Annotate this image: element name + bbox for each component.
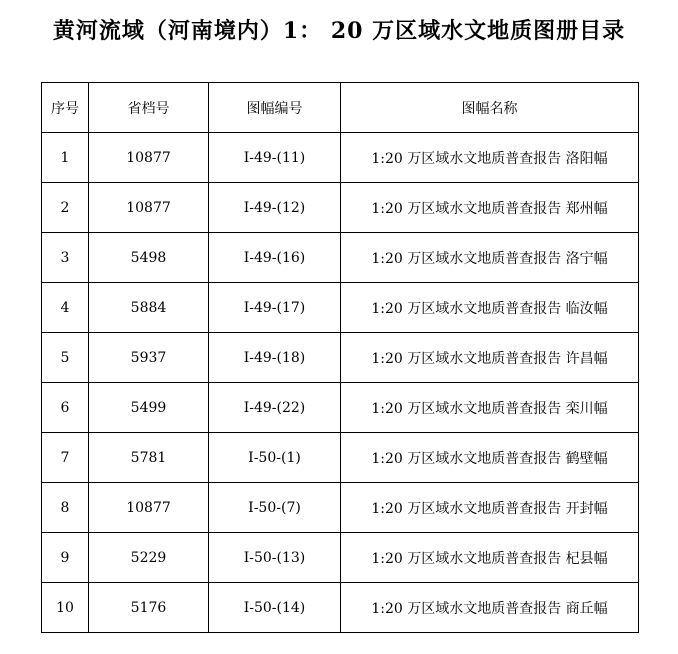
- cell-seq: 8: [42, 483, 89, 533]
- table-row: [42, 483, 639, 533]
- cell-seq: 4: [42, 283, 89, 333]
- table-row: [42, 183, 639, 233]
- cell-sheet-code: I-49-(22): [209, 383, 341, 433]
- cell-seq: 1: [42, 133, 89, 183]
- table-row: [42, 433, 639, 483]
- cell-sheet-code: I-49-(12): [209, 183, 341, 233]
- cell-sheet-code: I-49-(18): [209, 333, 341, 383]
- table-row: [42, 133, 639, 183]
- cell-sheet-name: 1:20 万区域水文地质普查报告 许昌幅: [341, 333, 639, 383]
- cell-archive-number: 5499: [89, 383, 209, 433]
- cell-sheet-name: 1:20 万区域水文地质普查报告 洛宁幅: [341, 233, 639, 283]
- cell-sheet-code: I-49-(11): [209, 133, 341, 183]
- cell-sheet-name: 1:20 万区域水文地质普查报告 临汝幅: [341, 283, 639, 333]
- cell-archive-number: 5229: [89, 533, 209, 583]
- table-row: [42, 383, 639, 433]
- cell-archive-number: 5781: [89, 433, 209, 483]
- cell-seq: 3: [42, 233, 89, 283]
- cell-archive-number: 10877: [89, 483, 209, 533]
- cell-archive-number: 5884: [89, 283, 209, 333]
- cell-sheet-code: I-49-(17): [209, 283, 341, 333]
- table-row: [42, 533, 639, 583]
- header-seq: 序号: [42, 83, 89, 133]
- cell-sheet-code: I-50-(7): [209, 483, 341, 533]
- table-row: [42, 583, 639, 633]
- cell-seq: 6: [42, 383, 89, 433]
- cell-sheet-name: 1:20 万区域水文地质普查报告 鹤壁幅: [341, 433, 639, 483]
- table-row: [42, 233, 639, 283]
- cell-sheet-code: I-49-(16): [209, 233, 341, 283]
- cell-seq: 9: [42, 533, 89, 583]
- cell-seq: 7: [42, 433, 89, 483]
- cell-sheet-code: I-50-(13): [209, 533, 341, 583]
- catalog-table: [41, 82, 639, 633]
- cell-sheet-name: 1:20 万区域水文地质普查报告 郑州幅: [341, 183, 639, 233]
- header-sheet-code: 图幅编号: [209, 83, 341, 133]
- cell-seq: 10: [42, 583, 89, 633]
- header-sheet-name: 图幅名称: [341, 83, 639, 133]
- cell-archive-number: 5498: [89, 233, 209, 283]
- cell-archive-number: 5937: [89, 333, 209, 383]
- header-archive-number: 省档号: [89, 83, 209, 133]
- table-header-row: [42, 83, 639, 133]
- cell-archive-number: 5176: [89, 583, 209, 633]
- cell-sheet-code: I-50-(14): [209, 583, 341, 633]
- cell-seq: 2: [42, 183, 89, 233]
- cell-sheet-name: 1:20 万区域水文地质普查报告 商丘幅: [341, 583, 639, 633]
- cell-sheet-name: 1:20 万区域水文地质普查报告 开封幅: [341, 483, 639, 533]
- cell-seq: 5: [42, 333, 89, 383]
- cell-archive-number: 10877: [89, 183, 209, 233]
- cell-sheet-code: I-50-(1): [209, 433, 341, 483]
- table-row: [42, 333, 639, 383]
- page-title: 黄河流域（河南境内）1： 20 万区域水文地质图册目录: [52, 18, 626, 44]
- table-row: [42, 283, 639, 333]
- cell-archive-number: 10877: [89, 133, 209, 183]
- cell-sheet-name: 1:20 万区域水文地质普查报告 杞县幅: [341, 533, 639, 583]
- cell-sheet-name: 1:20 万区域水文地质普查报告 栾川幅: [341, 383, 639, 433]
- cell-sheet-name: 1:20 万区域水文地质普查报告 洛阳幅: [341, 133, 639, 183]
